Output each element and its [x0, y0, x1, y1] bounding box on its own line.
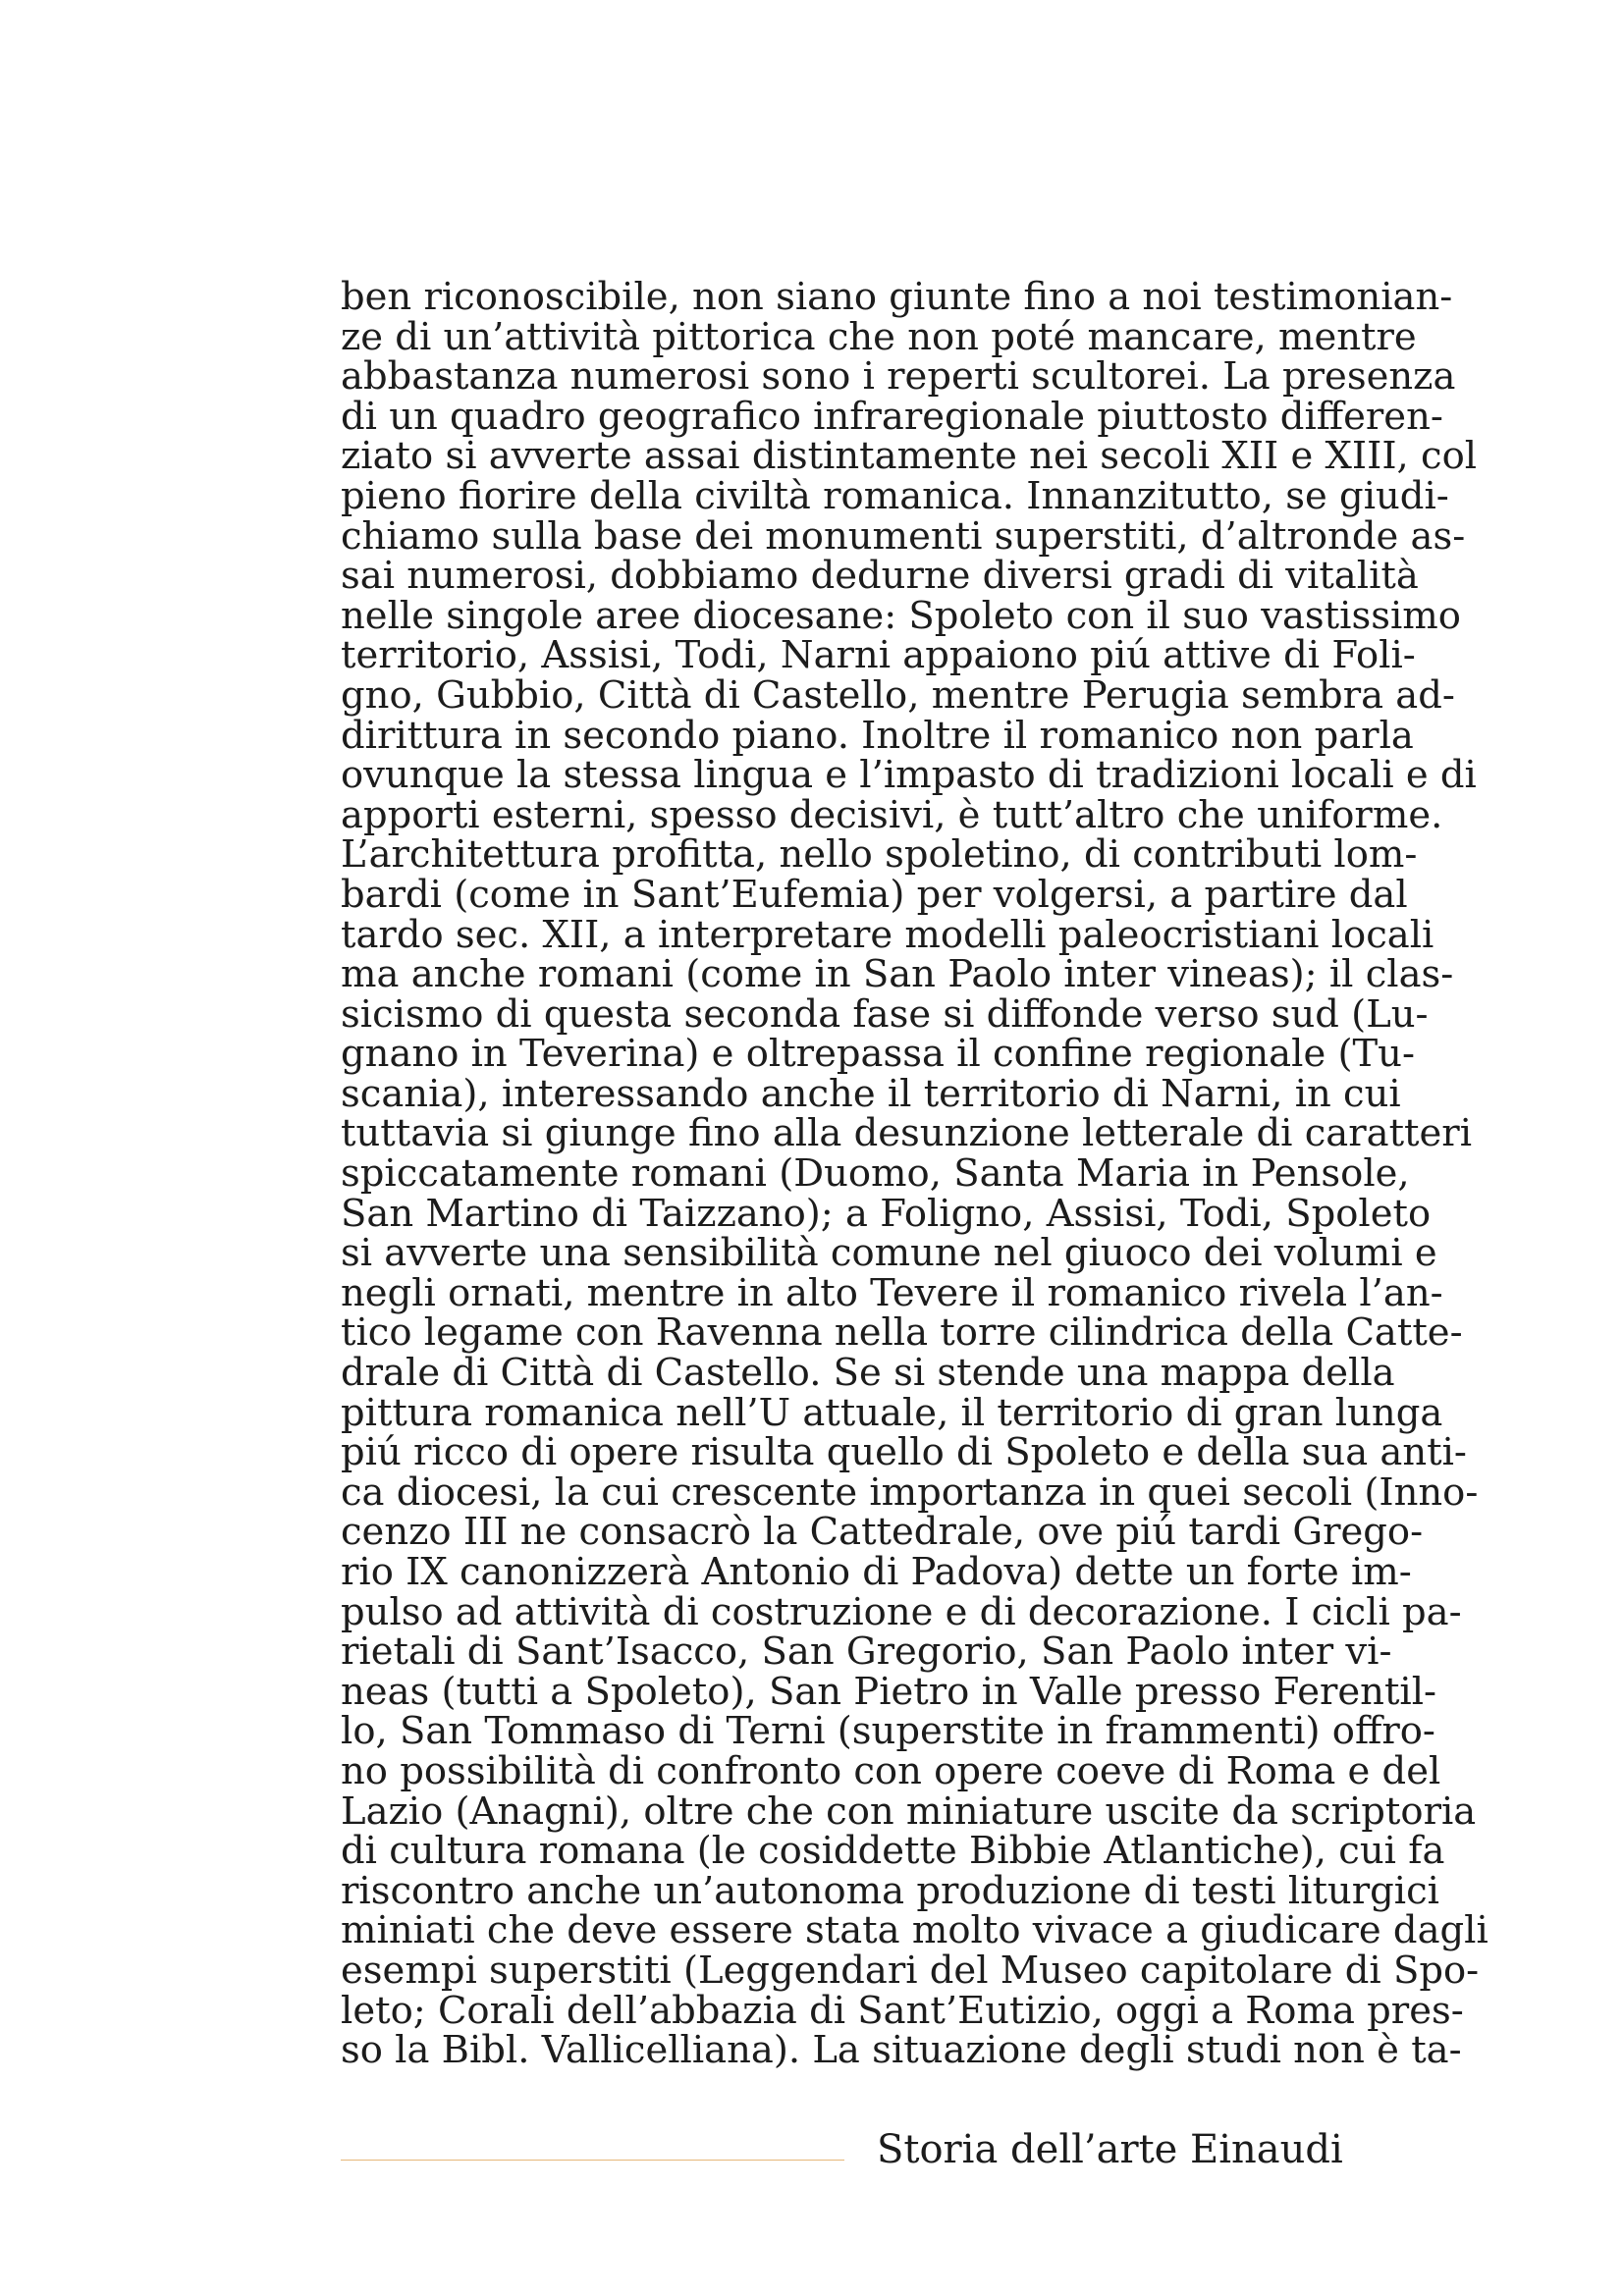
text-line: leto; Corali dell’abbazia di Sant’Eutizio, oggi a Roma pres- [341, 1988, 1464, 2033]
text-line: nelle singole aree diocesane: Spoleto con il suo vastissimo [341, 593, 1461, 638]
text-line: pulso ad attività di costruzione e di decorazione. I cicli pa- [341, 1589, 1462, 1634]
text-line: pittura romanica nell’U attuale, il territorio di gran lunga [341, 1390, 1443, 1435]
text-line: miniati che deve essere stata molto vivace a giudicare dagli [341, 1908, 1488, 1953]
text-line: esempi superstiti (Leggendari del Museo capitolare di Spo- [341, 1948, 1480, 1993]
text-line: sai numerosi, dobbiamo dedurne diversi gradi di vitalità [341, 554, 1419, 599]
text-line: si avverte una sensibilità comune nel giuoco dei volumi e [341, 1231, 1437, 1276]
text-line: San Martino di Taizzano); a Foligno, Assisi, Todi, Spoleto [341, 1191, 1432, 1236]
text-line: dirittura in secondo piano. Inoltre il romanico non parla [341, 713, 1414, 758]
text-line: lo, San Tommaso di Terni (superstite in frammenti) offro- [341, 1709, 1435, 1754]
text-line: Lazio (Anagni), oltre che con miniature uscite da scriptoria [341, 1789, 1477, 1834]
text-line: spiccatamente romani (Duomo, Santa Maria in Pensole, [341, 1151, 1410, 1197]
text-line: apporti esterni, spesso decisivi, è tutt’altro che uniforme. [341, 792, 1443, 837]
text-line: cenzo III ne consacrò la Cattedrale, ove piú tardi Grego- [341, 1510, 1424, 1555]
text-line: neas (tutti a Spoleto), San Pietro in Valle presso Ferentil- [341, 1669, 1437, 1714]
text-line: rio IX canonizzerà Antonio di Padova) dette un forte im- [341, 1550, 1412, 1594]
text-line: gno, Gubbio, Città di Castello, mentre Perugia sembra ad- [341, 672, 1455, 718]
text-line: scania), interessando anche il territorio di Narni, in cui [341, 1071, 1401, 1116]
text-line: di cultura romana (le cosiddette Bibbie Atlantiche), cui fa [341, 1829, 1445, 1874]
text-line: abbastanza numerosi sono i reperti scultorei. La presenza [341, 354, 1456, 400]
text-line: ziato si avverte assai distintamente nei secoli XII e XIII, col [341, 434, 1478, 479]
text-line: sicismo di questa seconda fase si diffonde verso sud (Lu- [341, 991, 1429, 1037]
text-line: tico legame con Ravenna nella torre cilindrica della Catte- [341, 1310, 1463, 1356]
text-line: di un quadro geografico infraregionale piuttosto differen- [341, 394, 1443, 439]
text-line: riscontro anche un’autonoma produzione di testi liturgici [341, 1868, 1439, 1913]
text-line: ben riconoscibile, non siano giunte fino a noi testimonian- [341, 275, 1453, 319]
text-line: pieno fiorire della civiltà romanica. Innanzitutto, se giudi- [341, 473, 1449, 518]
text-line: chiamo sulla base dei monumenti superstiti, d’altronde as- [341, 513, 1466, 559]
text-line: no possibilità di confronto con opere coeve di Roma e del [341, 1748, 1441, 1793]
text-line: territorio, Assisi, Todi, Narni appaiono piú attive di Foli- [341, 633, 1416, 678]
text-line: negli ornati, mentre in alto Tevere il romanico rivela l’an- [341, 1270, 1443, 1315]
footer-publication-title: Storia dell’arte Einaudi [877, 2127, 1343, 2172]
text-line: tardo sec. XII, a interpretare modelli paleocristiani locali [341, 912, 1434, 957]
text-line: bardi (come in Sant’Eufemia) per volgersi, a partire dal [341, 872, 1408, 917]
text-line: so la Bibl. Vallicelliana). La situazione degli studi non è ta- [341, 2028, 1462, 2073]
body-text [341, 275, 1488, 2073]
text-line: ze di un’attività pittorica che non poté mancare, mentre [341, 314, 1417, 359]
text-line: rietali di Sant’Isacco, San Gregorio, San Paolo inter vi- [341, 1629, 1392, 1675]
footer-rule [341, 2160, 844, 2161]
text-line: L’architettura profitta, nello spoletino, di contributi lom- [341, 832, 1418, 878]
text-line: tuttavia si giunge fino alla desunzione letterale di caratteri [341, 1111, 1473, 1156]
text-line: gnano in Teverina) e oltrepassa il confine regionale (Tu- [341, 1032, 1415, 1077]
text-line: ca diocesi, la cui crescente importanza in quei secoli (Inno- [341, 1469, 1479, 1515]
text-line: drale di Città di Castello. Se si stende una mappa della [341, 1351, 1395, 1396]
text-line: piú ricco di opere risulta quello di Spoleto e della sua anti- [341, 1430, 1467, 1475]
text-line: ovunque la stessa lingua e l’impasto di tradizioni locali e di [341, 753, 1477, 798]
text-line: ma anche romani (come in San Paolo inter vineas); il clas- [341, 952, 1454, 997]
